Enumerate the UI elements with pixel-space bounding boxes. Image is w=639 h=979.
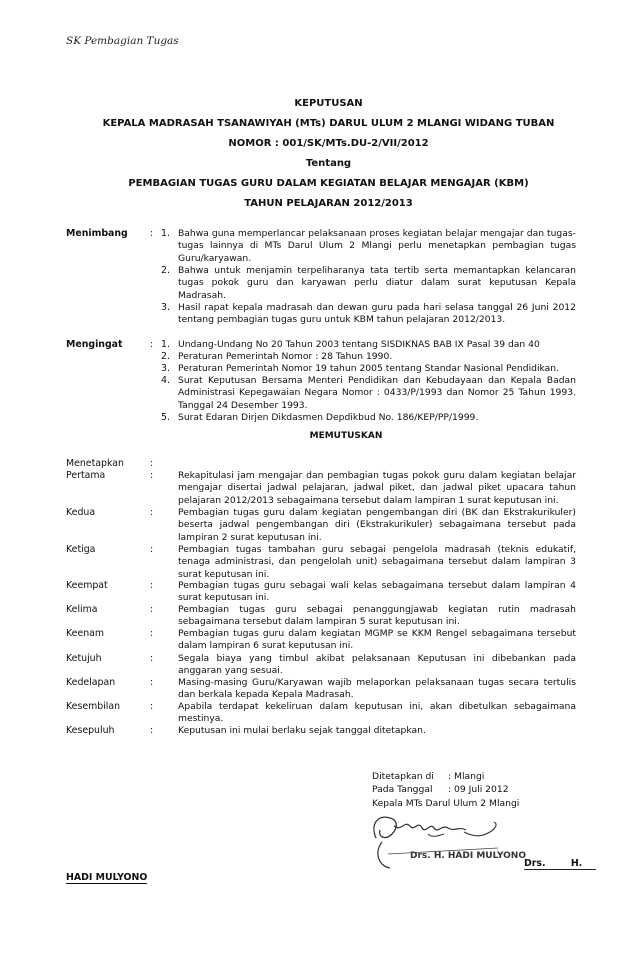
mengingat-num-4: 4.	[161, 375, 170, 386]
decision-colon-3: :	[150, 544, 154, 555]
menimbang-text-3: Hasil rapat kepala madrasah dan dewan guru pada hari selasa tanggal 26 Juni 2012 tentang pembagian tugas guru untuk KBM tahun pelajaran 2012/2013.	[178, 302, 576, 326]
decision-colon-10: :	[150, 725, 154, 736]
signoff-place-label: Ditetapkan di	[372, 771, 434, 782]
drs-prefix: Drs.	[524, 858, 546, 869]
decision-colon-6: :	[150, 628, 154, 639]
title-line-4: Tentang	[305, 158, 352, 169]
menimbang-num-1: 1.	[161, 228, 170, 239]
signoff-place-value: : Mlangi	[448, 771, 485, 782]
decision-label-7: Ketujuh	[66, 653, 102, 664]
decision-text-8: Masing-masing Guru/Karyawan wajib melaporkan pelaksanaan tugas secara tertulis dan berkala kepada Kepala Madrasah.	[178, 677, 576, 701]
decision-text-6: Pembagian tugas guru dalam kegiatan MGMP se KKM Rengel sebagaimana tersebut dalam lampiran 6 surat keputusan ini.	[178, 628, 576, 652]
mengingat-text-2: Peraturan Pemerintah Nomor : 28 Tahun 1990.	[178, 351, 393, 362]
menimbang-label: Menimbang	[66, 228, 128, 239]
decision-text-4: Pembagian tugas guru sebagai wali kelas sebagaimana tersebut dalam lampiran 4 surat keputusan ini.	[178, 580, 576, 604]
signer-title-right	[524, 858, 596, 870]
decision-colon-7: :	[150, 653, 154, 664]
mengingat-num-2: 2.	[161, 351, 170, 362]
decision-text-7: Segala biaya yang timbul akibat pelaksanaan Keputusan ini dibebankan pada anggaran yang sesuai.	[178, 653, 576, 677]
decision-text-9: Apabila terdapat kekeliruan dalam keputusan ini, akan dibetulkan sebagaimana mestinya.	[178, 701, 576, 725]
menimbang-text-1: Bahwa guna memperlancar pelaksanaan proses kegiatan belajar mengajar dan tugas-tugas lainnya di MTs Darul Ulum 2 Mlangi perlu menetapkan pembagian tugas Guru/karyawan.	[178, 228, 576, 264]
signer-name: HADI MULYONO	[66, 872, 148, 883]
decision-text-2: Pembagian tugas guru dalam kegiatan pengembangan diri (BK dan Ekstrakurikuler) beserta jadwal pengembangan diri (Ekstrakurikuler) sebagaimana tersebut pada lampiran 2 surat keputusan ini.	[178, 507, 576, 543]
decision-label-5: Kelima	[66, 604, 98, 615]
decision-label-1: Pertama	[66, 470, 106, 481]
decision-text-5: Pembagian tugas guru sebagai penanggungjawab kegiatan rutin madrasah sebagaimana tersebut dalam lampiran 5 surat keputusan ini.	[178, 604, 576, 628]
drs-h: H.	[570, 858, 583, 869]
signoff-date-value: : 09 Juli 2012	[448, 784, 509, 796]
header-note: SK Pembagian Tugas	[66, 35, 179, 47]
mengingat-text-4: Surat Keputusan Bersama Menteri Pendidikan dan Kebudayaan dan Kepala Badan Administrasi Kepegawaian Negara Nomor : 0433/P/1993 dan Nomor 25 Tahun 1993. Tanggal 24 Desember 1993.	[178, 375, 576, 411]
stamp-name-text: Drs. H. HADI MULYONO	[410, 851, 526, 861]
signoff-position: Kepala MTs Darul Ulum 2 Mlangi	[372, 797, 520, 809]
signoff-date-label: Pada Tanggal	[372, 784, 433, 796]
title-line-2: KEPALA MADRASAH TSANAWIYAH (MTs) DARUL ULUM 2 MLANGI WIDANG TUBAN	[102, 118, 555, 129]
mengingat-num-3: 3.	[161, 363, 170, 374]
mengingat-num-5: 5.	[161, 412, 170, 423]
menimbang-num-3: 3.	[161, 302, 170, 313]
menimbang-colon: :	[150, 228, 154, 239]
decision-label-2: Kedua	[66, 507, 96, 518]
mengingat-label: Mengingat	[66, 339, 123, 350]
decision-colon-9: :	[150, 701, 154, 712]
menimbang-text-2: Bahwa untuk menjamin terpeliharanya tata tertib serta memantapkan kelancaran tugas pokok guru dan karyawan perlu diatur dalam surat keputusan Kepala Madrasah.	[178, 265, 576, 301]
title-line-1: KEPUTUSAN	[294, 98, 363, 109]
decision-colon-8: :	[150, 677, 154, 688]
menetapkan-colon: :	[150, 458, 154, 469]
decision-colon-1: :	[150, 470, 154, 481]
mengingat-text-1: Undang-Undang No 20 Tahun 2003 tentang SISDIKNAS BAB IX Pasal 39 dan 40	[178, 339, 540, 350]
menimbang-num-2: 2.	[161, 265, 170, 276]
title-line-6: TAHUN PELAJARAN 2012/2013	[244, 198, 413, 209]
mengingat-colon: :	[150, 339, 154, 350]
memutuskan-heading: MEMUTUSKAN	[309, 431, 383, 441]
decision-text-1: Rekapitulasi jam mengajar dan pembagian tugas pokok guru dalam kegiatan belajar mengajar disertai jadwal pelajaran, jadwal piket, dan jadwal piket upacara tahun pelajaran 2012/2013 sebagaimana tersebut dalam lampiran 1 surat keputusan ini.	[178, 470, 576, 506]
signoff-block	[372, 770, 519, 810]
mengingat-text-5: Surat Edaran Dirjen Dikdasmen Depdikbud No. 186/KEP/PP/1999.	[178, 412, 479, 423]
mengingat-num-1: 1.	[161, 339, 170, 350]
title-line-5: PEMBAGIAN TUGAS GURU DALAM KEGIATAN BELAJAR MENGAJAR (KBM)	[128, 178, 529, 189]
decision-label-9: Kesembilan	[66, 701, 121, 712]
decision-label-3: Ketiga	[66, 544, 96, 555]
title-block	[66, 94, 591, 214]
menetapkan-label: Menetapkan	[66, 458, 124, 469]
decision-colon-2: :	[150, 507, 154, 518]
decision-colon-4: :	[150, 580, 154, 591]
decision-text-10: Keputusan ini mulai berlaku sejak tanggal ditetapkan.	[178, 725, 426, 736]
title-line-3: NOMOR : 001/SK/MTs.DU-2/VII/2012	[228, 138, 429, 149]
decision-label-4: Keempat	[66, 580, 108, 591]
decision-text-3: Pembagian tugas tambahan guru sebagai pengelola madrasah (teknis edukatif, tenaga administrasi, dan pengelolah unit) sebagaimana tersebut dalam lampiran 3 surat keputusan ini.	[178, 544, 576, 580]
decision-label-6: Keenam	[66, 628, 105, 639]
signature-image	[368, 808, 526, 878]
decision-colon-5: :	[150, 604, 154, 615]
decision-label-8: Kedelapan	[66, 677, 116, 688]
decision-label-10: Kesepuluh	[66, 725, 115, 736]
mengingat-text-3: Peraturan Pemerintah Nomor 19 tahun 2005 tentang Standar Nasional Pendidikan.	[178, 363, 560, 374]
